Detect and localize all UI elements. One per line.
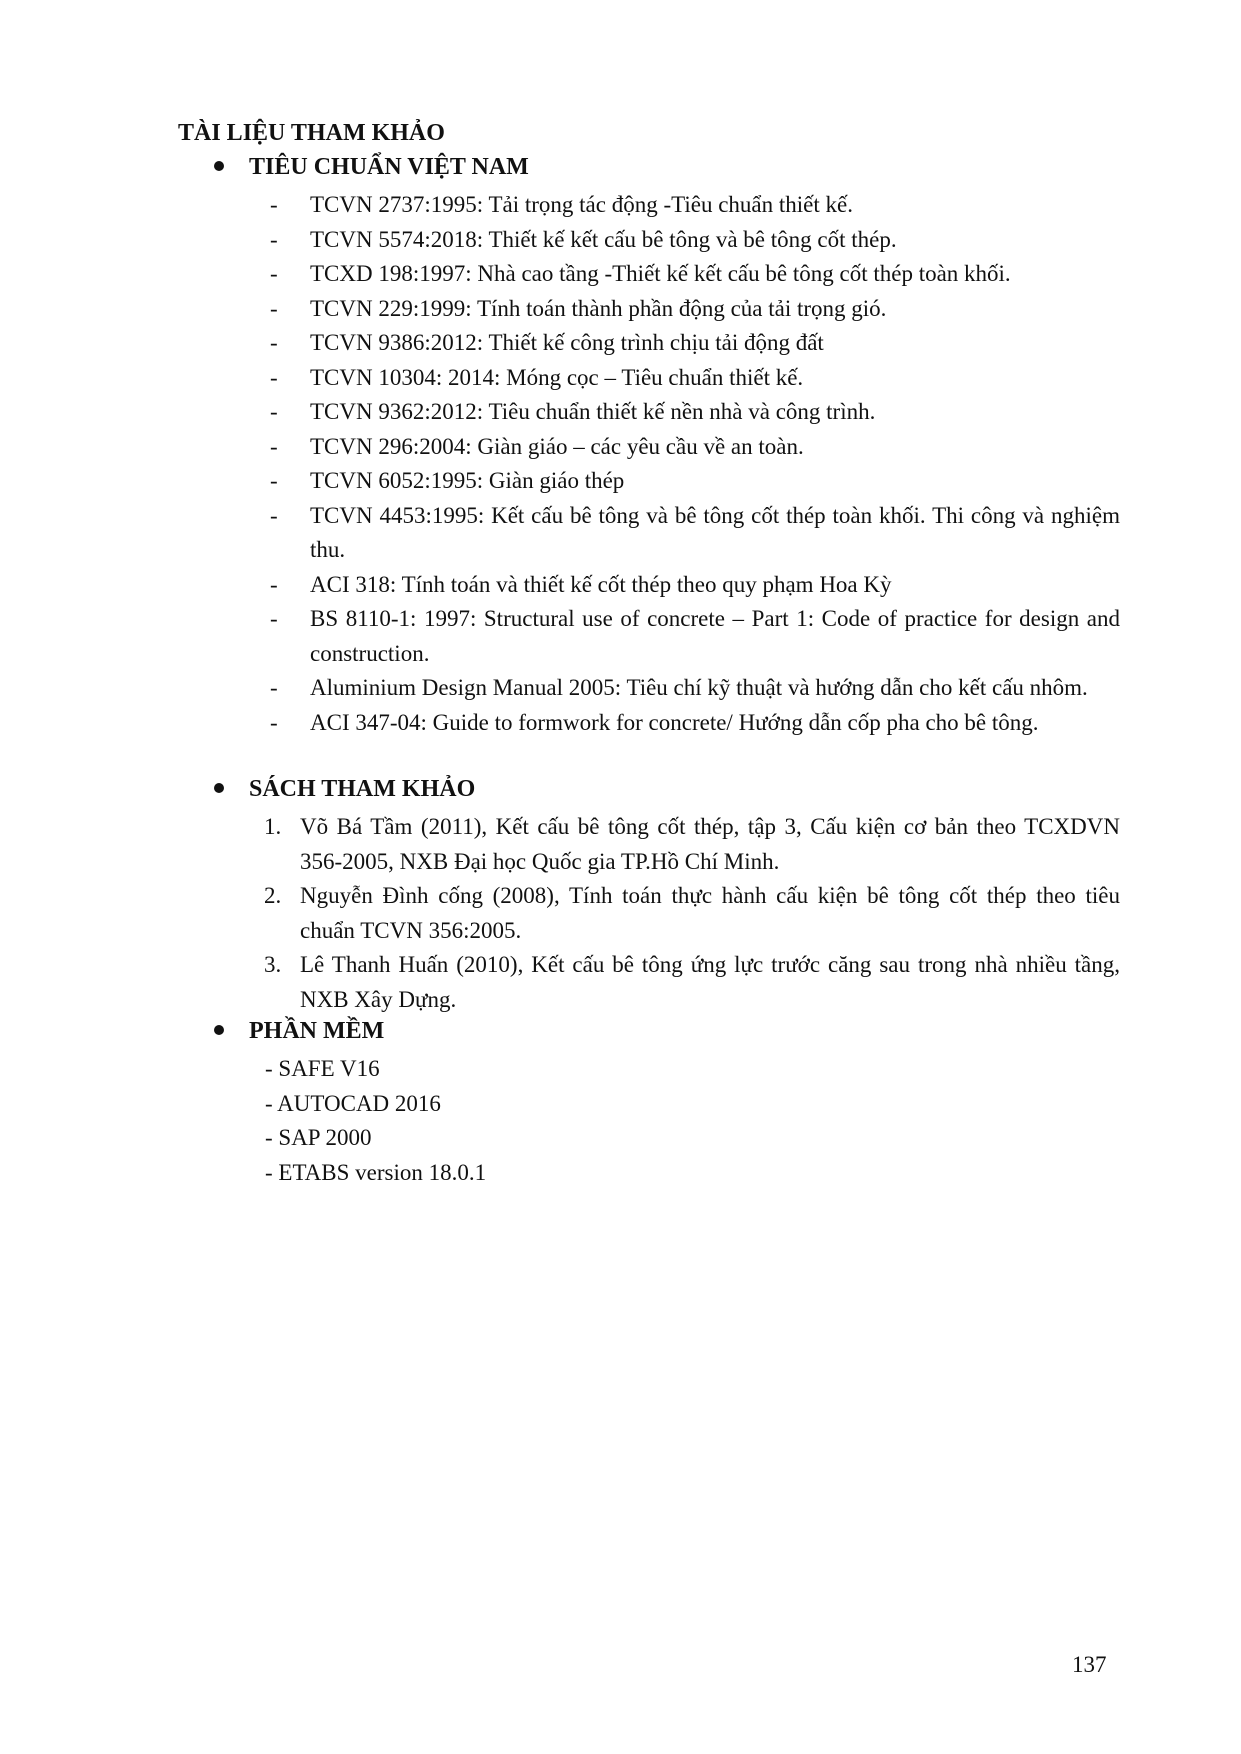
- page-number: 137: [1072, 1652, 1107, 1677]
- item-number: 3.: [264, 952, 282, 977]
- section-heading-software: [214, 1016, 384, 1046]
- list-item-text: ACI 318: Tính toán và thiết kế cốt thép theo quy phạm Hoa Kỳ: [310, 571, 892, 597]
- list-item: [270, 568, 1120, 603]
- list-item-text: Lê Thanh Huấn (2010), Kết cấu bê tông ứng lực trước căng sau trong nhà nhiều tầng, NXB Xây Dựng.: [300, 952, 1120, 1012]
- list-item: [262, 879, 1120, 948]
- dash-marker: -: [270, 364, 278, 390]
- list-item: [270, 292, 1120, 327]
- section-heading-label: SÁCH THAM KHẢO: [249, 776, 476, 802]
- software-list: [265, 1052, 486, 1190]
- list-item-text: TCVN 5574:2018: Thiết kế kết cấu bê tông và bê tông cốt thép.: [310, 226, 897, 252]
- list-item-text: TCVN 4453:1995: Kết cấu bê tông và bê tông cốt thép toàn khối. Thi công và nghiệm thu.: [310, 502, 1120, 562]
- section-heading-books: [214, 774, 475, 804]
- list-item: [270, 430, 1120, 465]
- list-item: [270, 706, 1120, 741]
- list-item: - SAP 2000: [265, 1125, 372, 1150]
- list-item: - AUTOCAD 2016: [265, 1090, 441, 1116]
- dash-marker: -: [270, 226, 278, 252]
- list-item: - ETABS version 18.0.1: [265, 1159, 487, 1185]
- list-item: [270, 464, 1120, 499]
- list-item: [262, 948, 1120, 1017]
- list-item-text: Nguyễn Đình cống (2008), Tính toán thực hành cấu kiện bê tông cốt thép theo tiêu chuẩn TCVN 356:2005.: [300, 883, 1120, 943]
- list-item: [270, 361, 1120, 396]
- list-item-text: BS 8110-1: 1997: Structural use of concrete – Part 1: Code of practice for design and construction.: [310, 606, 1120, 666]
- standards-list: [270, 188, 1120, 740]
- list-item: [270, 602, 1120, 671]
- dash-marker: -: [270, 261, 278, 286]
- bullet-icon: [214, 161, 224, 171]
- list-item: [270, 188, 1120, 223]
- dash-marker: -: [270, 675, 278, 700]
- dash-marker: -: [270, 502, 278, 528]
- list-item-text: TCVN 9386:2012: Thiết kế công trình chịu tải động đất: [310, 330, 824, 355]
- list-item: [270, 395, 1120, 430]
- section-heading-label: PHẦN MỀM: [249, 1018, 385, 1044]
- item-number: 1.: [264, 814, 282, 839]
- list-item-text: TCVN 10304: 2014: Móng cọc – Tiêu chuẩn thiết kế.: [310, 364, 804, 390]
- list-item: [270, 326, 1120, 361]
- list-item-text: TCXD 198:1997: Nhà cao tầng -Thiết kế kết cấu bê tông cốt thép toàn khối.: [310, 261, 1011, 286]
- list-item-text: TCVN 229:1999: Tính toán thành phần động của tải trọng gió.: [310, 295, 887, 321]
- books-list: [262, 810, 1120, 1017]
- list-item-text: Võ Bá Tầm (2011), Kết cấu bê tông cốt thép, tập 3, Cấu kiện cơ bản theo TCXDVN 356-2005, NXB Đại học Quốc gia TP.Hồ Chí Minh.: [300, 814, 1120, 874]
- dash-marker: -: [270, 295, 278, 321]
- dash-marker: -: [270, 571, 278, 597]
- list-item-text: Aluminium Design Manual 2005: Tiêu chí kỹ thuật và hướng dẫn cho kết cấu nhôm.: [310, 675, 1088, 700]
- dash-marker: -: [270, 709, 278, 735]
- list-item-text: TCVN 296:2004: Giàn giáo – các yêu cầu về an toàn.: [310, 433, 804, 459]
- list-item-text: TCVN 6052:1995: Giàn giáo thép: [310, 468, 625, 493]
- bullet-icon: [214, 1025, 224, 1035]
- dash-marker: -: [270, 399, 278, 424]
- dash-marker: -: [270, 606, 278, 631]
- dash-marker: -: [270, 433, 278, 459]
- dash-marker: -: [270, 330, 278, 355]
- list-item-text: TCVN 9362:2012: Tiêu chuẩn thiết kế nền nhà và công trình.: [310, 399, 876, 424]
- list-item: - SAFE V16: [265, 1056, 380, 1081]
- section-heading-standards: [214, 152, 529, 182]
- list-item: [270, 671, 1120, 706]
- dash-marker: -: [270, 468, 278, 493]
- list-item: [270, 223, 1120, 258]
- bullet-icon: [214, 783, 224, 793]
- list-item: [270, 257, 1120, 292]
- list-item: [262, 810, 1120, 879]
- list-item-text: TCVN 2737:1995: Tải trọng tác động -Tiêu chuẩn thiết kế.: [310, 192, 853, 217]
- list-item: [270, 499, 1120, 568]
- dash-marker: -: [270, 192, 278, 217]
- item-number: 2.: [264, 883, 282, 908]
- page-title: TÀI LIỆU THAM KHẢO: [178, 120, 445, 146]
- section-heading-label: TIÊU CHUẨN VIỆT NAM: [249, 154, 529, 180]
- list-item-text: ACI 347-04: Guide to formwork for concrete/ Hướng dẫn cốp pha cho bê tông.: [310, 709, 1039, 735]
